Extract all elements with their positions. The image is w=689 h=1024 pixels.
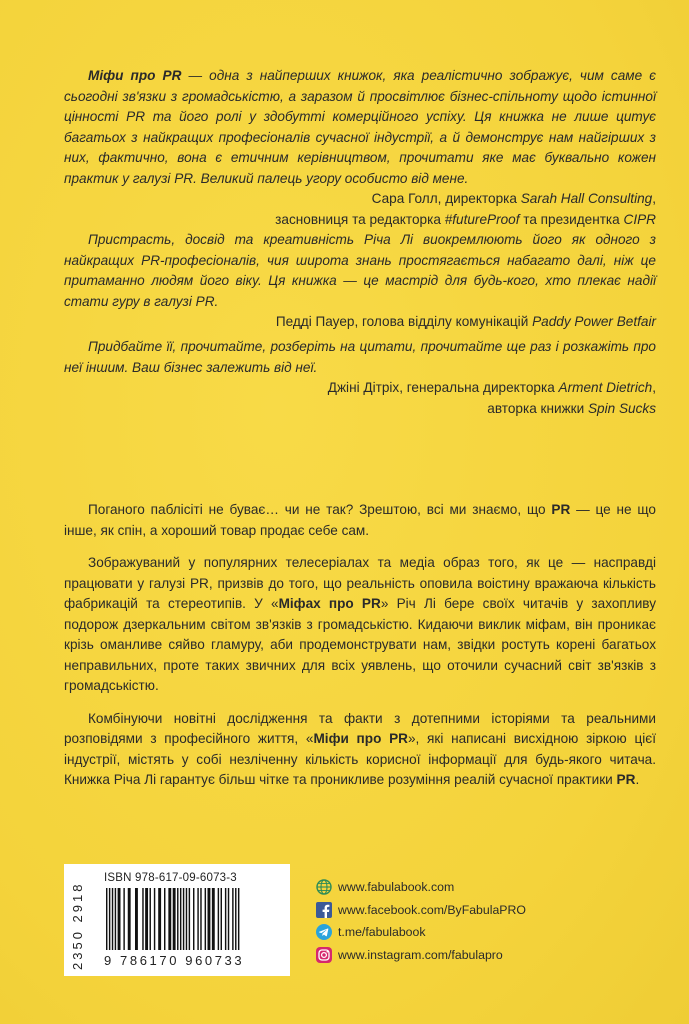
attr-3-company: Arment Dietrich [558,380,653,395]
side-code: 2350 2918 [70,881,85,970]
barcode-bar [158,888,161,950]
barcode-bar [193,888,194,950]
attr-1-company: Sarah Hall Consulting [520,191,653,206]
description-p1 [64,500,656,541]
attr-2-text: Педді Пауер, голова відділу комунікацій [275,314,533,329]
p1-bold: PR [551,502,571,517]
link-instagram[interactable] [316,944,526,967]
barcode-bar [180,888,181,950]
barcode-bar [106,888,107,950]
attr-3-line2: авторка книжки [487,400,588,416]
ean-number: 9 786170 960733 [104,953,245,968]
quote-2-text: Пристрасть, досвід та креативність Річа Лі виокремлюють його як одного з найкращих PR-професіоналів, чия широта знань простягається набагато далі, ніж це притаманно людям його віку. Ця книжка — це мастрід для будь-кого, хто плекає надії стати гуру в галузі PR. [64,232,656,309]
barcode-box [64,864,290,976]
description-p2 [64,553,656,697]
barcode-bar [115,888,116,950]
barcode-bar [145,888,148,950]
quote-1-body: — одна з найперших книжок, яка реалістично зображує, чим саме є сьогодні зв'язки з громадськістю, а заразом й просвітлює бізнес-спільноту щодо істинної цінності PR та його ролі у здобутті комерційного успіху. Ця книжка не лише цитує багатьох з найкращих професіоналів сучасної індустрії, а й демонструє нам найгірших з них, фактично, вона є етичним керівництвом, прочитати яке має буквально кожен практик у галузі PR. Великий палець угору особисто від мене. [64,68,656,186]
barcode-bar [186,888,187,950]
barcode-bar [118,888,121,950]
link-website[interactable] [316,876,526,899]
attr-1-line1: Сара Голл, директорка [371,191,521,206]
attr-1-comma: , [652,191,656,206]
barcode-bar [142,888,143,950]
barcode-bar [228,888,229,950]
p2-bold: Міфах про PR [278,596,381,611]
link-telegram-text[interactable]: t.me/fabulabook [338,925,426,940]
attr-3-line1: Джіні Дітріх, генеральна директорка [327,380,559,395]
barcode-bar [218,888,219,950]
quote-2 [64,230,656,333]
barcode-bar [177,888,178,950]
p3-bold: Міфи про PR [313,731,408,746]
barcode-bar [109,888,110,950]
barcode-bar [197,888,198,950]
attr-1-futureproof: #futureProof [444,211,520,227]
barcode-bar [183,888,184,950]
barcode-bar [150,888,151,950]
isbn-label: ISBN 978-617-09-6073-3 [104,872,237,884]
p3-c: . [635,772,640,787]
description-p3 [64,709,656,791]
quote-1 [64,66,656,230]
attr-2-company: Paddy Power Betfair [532,314,656,329]
barcode-bar [123,888,124,950]
barcode-bar [200,888,201,950]
barcode-bar [221,888,222,950]
quote-3-text: Придбайте її, прочитайте, розберіть на цитати, прочитайте ще раз і розкажіть про неї іншим. Ваш бізнес залежить від неї. [64,339,656,375]
quote-3 [64,337,656,419]
links [316,876,526,966]
link-website-text[interactable]: www.fabulabook.com [338,880,455,895]
barcode-bar [128,888,131,950]
link-facebook[interactable] [316,899,526,922]
p2-b: » Річ Лі бере своїх читачів у захопливу подорож дзеркальним світом зв'язків з громадськістю. Кидаючи виклик міфам, він проникає крізь оманливе сяйво гламуру, аби продемонструвати нам, звідки ростуть корені багатьох неправильних, проте таких звичних для всіх уявлень, що оточили сучасний світ зв'язків з громадськістю. [64,596,657,693]
barcode-bar [164,888,165,950]
barcode-bar [189,888,190,950]
barcode-bar [232,888,233,950]
barcode-bar [168,888,171,950]
instagram-icon [316,947,332,963]
telegram-icon [316,924,332,940]
description [64,500,656,803]
p1-a: Поганого паблісіті не буває… чи не так? Зрештою, всі ми знаємо, що [88,502,552,517]
quote-3-attribution [64,378,656,419]
globe-icon [316,879,332,895]
barcode-bar [205,888,206,950]
link-instagram-text[interactable]: www.instagram.com/fabulapro [338,947,503,962]
p2-a: Зображуваний у популярних телесеріалах та медіа образ того, як це — насправді працювати у галузі PR, призвів до того, що реальність оповила воістину вражаюча кількість фабрикацій та стереотипів. У « [64,555,656,611]
p1-b: — це не що інше, як спін, а хороший товар продає себе сам. [64,502,656,538]
quote-1-text [64,66,656,189]
barcode-bar [212,888,215,950]
quote-1-title: Міфи про PR [88,68,182,83]
barcode-bar [225,888,226,950]
link-facebook-text[interactable]: www.facebook.com/ByFabulaPRO [338,902,526,917]
p3-b: », які написані висхідною зіркою цієї індустрії, містять у собі незліченну кількість корисної інформації для будь-якого читача. Книжка Річа Лі гарантує більш чітке та проникливе розуміння реалій сучасної практики [64,731,656,787]
barcode-bar [238,888,239,950]
attr-3-comma: , [652,380,656,395]
attr-1-cipr: CIPR [623,211,656,227]
barcode-icon [104,888,280,952]
facebook-icon [316,902,332,918]
attr-1-line2-mid: та президентка [519,211,624,227]
barcode-bar [135,888,138,950]
barcode-bar [173,888,176,950]
barcode-bar [154,888,155,950]
quote-2-attribution [64,312,656,333]
barcode-bar [208,888,211,950]
barcode-bar [112,888,113,950]
attr-1-line2: засновниця та редакторка [275,211,445,227]
barcode-bar [235,888,236,950]
attr-3-book: Spin Sucks [587,400,656,416]
p3-a: Комбінуючи новітні дослідження та факти з дотепними історіями та реальними розповідями з професійного життя, « [64,710,656,746]
p3-bold2: PR [616,772,636,787]
link-telegram[interactable] [316,921,526,944]
quote-1-attribution [64,189,656,230]
